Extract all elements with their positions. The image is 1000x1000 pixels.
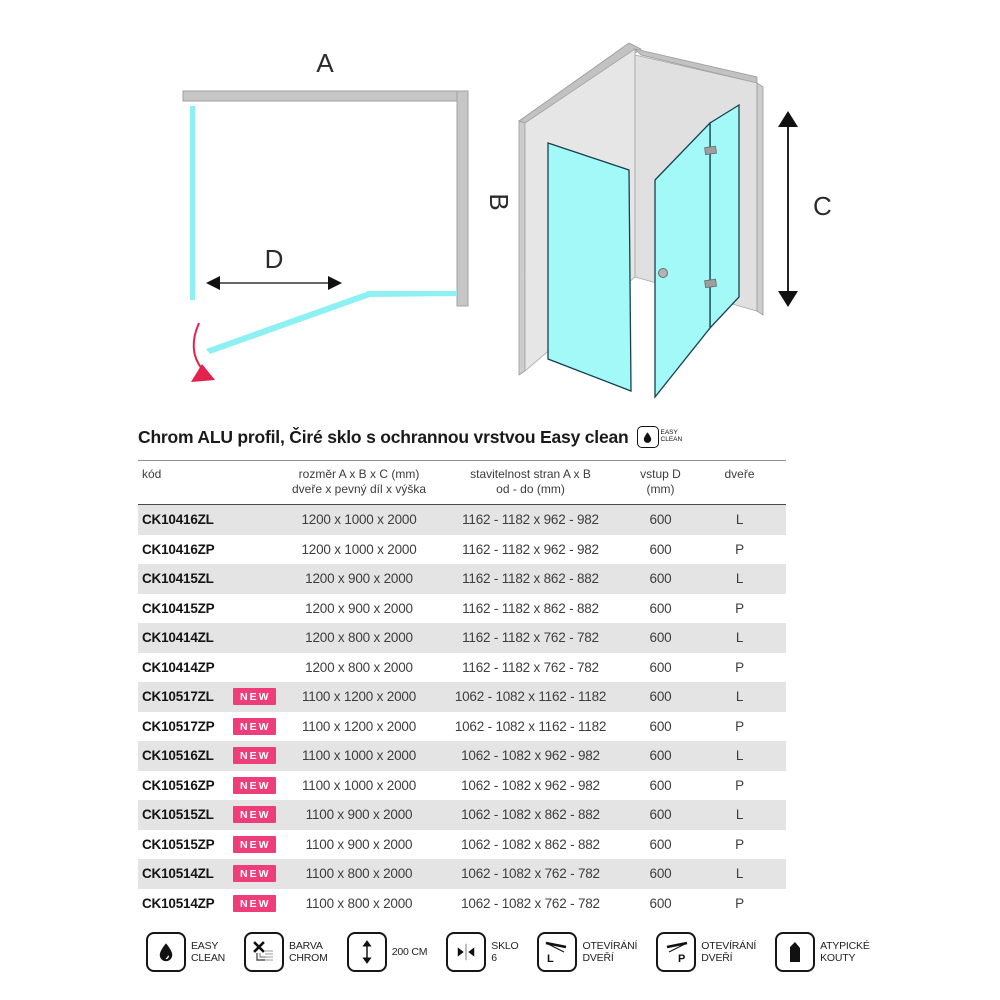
door-side-value: P [735,600,744,616]
easy-clean-icon [146,932,186,972]
wall-top [183,91,468,101]
dimensions-value: 1100 x 1200 x 2000 [302,718,416,734]
door-side-value: P [735,777,744,793]
height-icon [347,932,387,972]
page-title: Chrom ALU profil, Čiré sklo s ochrannou vrstvou Easy clean [138,426,629,447]
door-side-value: P [735,895,744,911]
entry-width-value: 600 [649,836,672,852]
dimensions-value: 1100 x 1200 x 2000 [302,689,416,705]
table-row [138,594,786,624]
glass-door-open [206,292,370,354]
adjustability-value: 1062 - 1082 x 762 - 782 [461,895,600,911]
entry-width-value: 600 [649,512,672,528]
table-row [138,889,786,919]
hinge-top-icon [705,146,717,154]
entry-width-value: 600 [649,895,672,911]
dimensions-value: 1100 x 900 x 2000 [305,807,413,823]
header-code: kód [142,467,162,481]
entry-width-value: 600 [649,571,672,587]
wall-left-edge [519,117,525,375]
legend-item-glass [446,932,518,972]
legend-item-barva-chrom [244,932,328,972]
dimensions-value: 1100 x 1000 x 2000 [302,748,416,764]
adjustability-value: 1162 - 1182 x 762 - 782 [462,659,599,675]
glass-icon [446,932,486,972]
legend-item-height [347,932,428,972]
dimension-b-label: B [484,193,514,211]
entry-width-value: 600 [649,689,672,705]
new-badge: NEW [233,688,276,705]
product-code: CK10514ZP [142,895,215,911]
new-badge: NEW [233,806,276,823]
product-code: CK10415ZL [142,571,214,587]
easy-clean-icon [637,426,659,448]
entry-width-value: 600 [649,600,672,616]
wall-right-edge [757,83,763,315]
adjustability-value: 1062 - 1082 x 1162 - 1182 [454,689,607,705]
new-badge-cell [233,865,285,882]
entry-width-value: 600 [649,659,672,675]
door-side-value: L [735,630,744,646]
new-badge-cell [233,777,285,794]
legend-item-atypical [775,932,870,972]
glass-fixed-panel-3d [548,143,631,391]
barva-chrom-icon [244,932,284,972]
perspective-diagram [505,25,845,415]
door-side-value: L [735,807,744,823]
header-door: dveře [724,467,755,481]
door-left-icon [537,932,577,972]
easy-clean-badge-text: EASY CLEAN [660,429,683,443]
entry-width-value: 600 [649,866,672,882]
legend-label: EASY CLEAN [191,939,226,964]
table-row [138,564,786,594]
table-row [138,712,786,742]
dimension-c-arrow-icon [778,111,798,307]
dimensions-value: 1100 x 800 x 2000 [305,866,413,882]
product-code: CK10415ZP [142,600,215,616]
door-side-value: P [735,541,744,557]
new-badge-cell [233,806,285,823]
table-row [138,623,786,653]
entry-width-value: 600 [649,807,672,823]
legend-label: ATYPICKÉ KOUTY [820,939,870,964]
dimension-d-label: D [264,244,284,274]
adjustability-value: 1062 - 1082 x 762 - 782 [461,866,600,882]
dimensions-value: 1100 x 900 x 2000 [305,836,413,852]
door-side-value: L [735,689,744,705]
glass-hinge-strip [710,105,739,328]
door-side-value: P [735,718,744,734]
svg-text:P: P [678,953,686,965]
dimension-c-label: C [813,191,832,221]
new-badge: NEW [233,865,276,882]
feature-legend [146,932,889,972]
adjustability-value: 1062 - 1082 x 862 - 882 [461,836,600,852]
product-code: CK10517ZP [142,718,215,734]
new-badge-cell [233,836,285,853]
entry-width-value: 600 [649,541,672,557]
table-row [138,505,786,535]
spec-table-body [138,505,786,918]
dimensions-value: 1100 x 1000 x 2000 [302,777,416,793]
dimensions-value: 1200 x 900 x 2000 [305,571,413,587]
table-row [138,800,786,830]
entry-width-value: 600 [649,748,672,764]
table-header [138,460,786,505]
table-row [138,771,786,801]
svg-text:L: L [547,953,555,965]
adjustability-value: 1062 - 1082 x 962 - 982 [461,777,600,793]
dimensions-value: 1200 x 1000 x 2000 [301,512,417,528]
door-side-value: L [735,571,744,587]
product-code: CK10515ZP [142,836,215,852]
table-row [138,859,786,889]
product-code: CK10414ZL [142,630,214,646]
entry-width-value: 600 [649,630,672,646]
legend-item-door-left [537,932,637,972]
new-badge-cell [233,688,285,705]
product-code: CK10416ZP [142,541,215,557]
product-code: CK10515ZL [142,807,214,823]
dimensions-value: 1200 x 1000 x 2000 [301,541,417,557]
new-badge: NEW [233,718,276,735]
dimensions-value: 1100 x 800 x 2000 [305,895,413,911]
legend-label: OTEVÍRÁNÍ DVEŘÍ [582,939,638,964]
product-code: CK10517ZL [142,689,214,705]
dimension-a-label: A [316,48,334,78]
table-row [138,741,786,771]
adjustability-value: 1062 - 1082 x 1162 - 1182 [454,718,607,734]
door-side-value: P [735,836,744,852]
header-entry: vstup D (mm) [640,467,681,496]
easy-clean-badge [637,426,683,448]
adjustability-value: 1062 - 1082 x 862 - 882 [461,807,600,823]
adjustability-value: 1162 - 1182 x 962 - 982 [462,541,599,557]
legend-item-door-right [656,932,756,972]
legend-label: BARVA CHROM [289,939,328,964]
entry-width-value: 600 [649,718,672,734]
table-row [138,682,786,712]
table-row [138,830,786,860]
new-badge: NEW [233,777,276,794]
new-badge: NEW [233,836,276,853]
top-view-diagram [150,30,530,410]
atypical-corner-icon [775,932,815,972]
glass-entry-fixed [366,291,457,297]
dimension-d-arrow-icon [206,276,342,290]
dimensions-value: 1200 x 800 x 2000 [305,630,413,646]
adjustability-value: 1062 - 1082 x 962 - 982 [461,748,600,764]
product-code: CK10516ZP [142,777,215,793]
legend-label: OTEVÍRÁNÍ DVEŘÍ [701,939,757,964]
product-code: CK10414ZP [142,659,215,675]
adjustability-value: 1162 - 1182 x 862 - 882 [462,571,599,587]
adjustability-value: 1162 - 1182 x 962 - 982 [462,512,599,528]
product-code: CK10514ZL [142,866,214,882]
hinge-bottom-icon [705,279,717,287]
wall-right [457,91,468,306]
door-knob-icon [659,269,668,278]
door-side-value: P [735,659,744,675]
product-code: CK10516ZL [142,748,214,764]
legend-label: SKLO 6 [491,939,519,964]
header-adjustability: stavitelnost stran A x B od - do (mm) [470,467,591,496]
door-side-value: L [735,512,744,528]
new-badge-cell [233,718,285,735]
section-header [138,426,838,448]
new-badge-cell [233,895,285,912]
legend-item-easy-clean [146,932,225,972]
new-badge: NEW [233,747,276,764]
new-badge: NEW [233,895,276,912]
table-row [138,535,786,565]
spec-table [138,460,786,918]
adjustability-value: 1162 - 1182 x 762 - 782 [462,630,599,646]
dimensions-value: 1200 x 900 x 2000 [305,600,413,616]
door-right-icon [656,932,696,972]
adjustability-value: 1162 - 1182 x 862 - 882 [462,600,599,616]
product-code: CK10416ZL [142,512,214,528]
glass-fixed-panel [190,106,195,300]
door-side-value: L [735,866,744,882]
legend-label: 200 CM [391,945,428,958]
dimensions-value: 1200 x 800 x 2000 [305,659,413,675]
header-size: rozměr A x B x C (mm) dveře x pevný díl x výška [291,467,427,496]
new-badge-cell [233,747,285,764]
entry-width-value: 600 [649,777,672,793]
table-row [138,653,786,683]
door-side-value: L [735,748,744,764]
